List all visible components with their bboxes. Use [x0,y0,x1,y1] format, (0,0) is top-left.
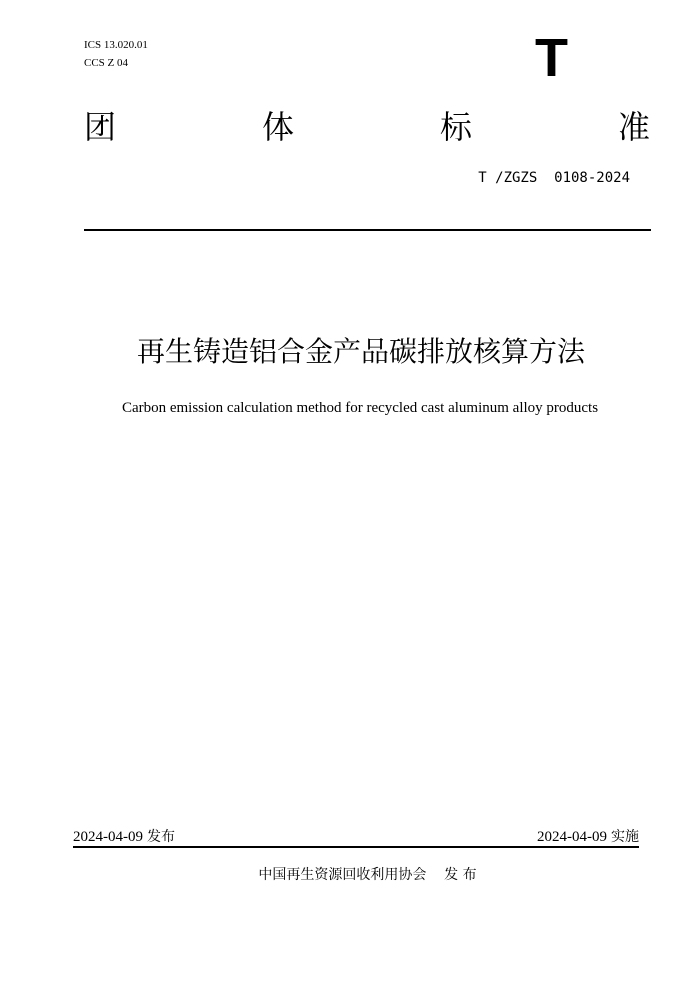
date-row [73,826,639,846]
bottom-divider [73,846,639,848]
classification-codes [84,36,148,72]
issue-date: 2024-04-09 [73,829,143,845]
standard-type-char-3: 标 [439,108,472,146]
implement-label: 实施 [611,829,639,845]
standard-type-char-1: 团 [84,108,117,146]
standard-type-char-4: 准 [617,108,650,146]
ics-code: ICS 13.020.01 [84,39,148,51]
implement-date-block [537,826,639,846]
title-english: Carbon emission calculation method for recycled cast aluminum alloy products [121,400,599,416]
issue-label: 发布 [147,829,175,845]
standard-type-mark: T [535,28,568,88]
publisher-name: 中国再生资源回收利用协会 [258,867,427,883]
publisher-action: 发 布 [444,867,477,883]
standard-type-heading [84,100,650,150]
ccs-code: CCS Z 04 [84,57,129,69]
standard-type-char-2: 体 [261,108,294,146]
title-chinese: 再生铸造铝合金产品碳排放核算方法 [136,335,585,368]
standard-number: T /ZGZS 0108-2024 [478,170,630,186]
top-divider [84,229,651,231]
implement-date: 2024-04-09 [537,829,607,845]
issue-date-block [73,826,175,846]
publisher-line [0,864,700,884]
